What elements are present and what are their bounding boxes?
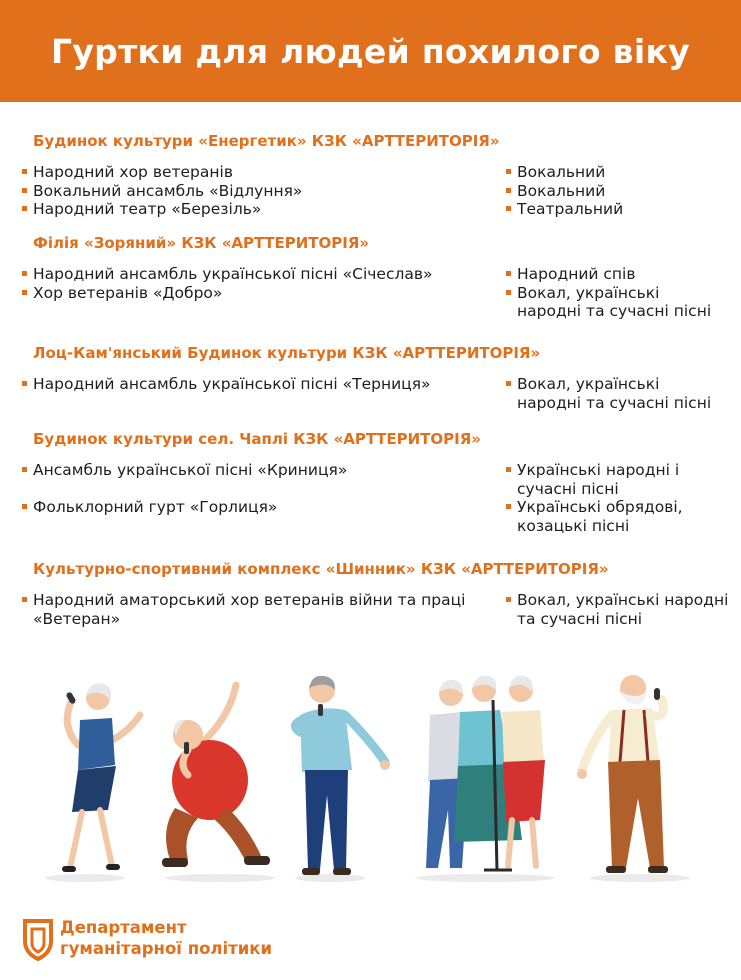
list-item	[33, 200, 723, 219]
singing-seniors-illustration	[0, 670, 741, 885]
list-item	[33, 265, 723, 284]
shield-icon	[22, 917, 54, 961]
club-name: Ансамбль української пісні «Криниця»	[33, 461, 348, 479]
section-lots-kamianka	[33, 344, 723, 412]
page-title: Гуртки для людей похилого віку	[51, 31, 690, 71]
club-name: Народний хор ветеранів	[33, 163, 233, 181]
singer-man-light-blue-figure	[295, 676, 390, 875]
list-item	[33, 163, 723, 182]
singer-man-red-figure	[162, 685, 270, 867]
singer-woman-blue-figure	[62, 683, 140, 872]
club-name: Фольклорний гурт «Горлиця»	[33, 498, 278, 516]
section-title: Будинок культури «Енергетик» КЗК «АРТТЕРИТОРІЯ»	[33, 132, 500, 150]
club-name: Народний ансамбль української пісні «Січеслав»	[33, 265, 433, 283]
club-genre: Вокальний	[517, 163, 606, 181]
singer-man-suspenders-figure	[577, 675, 668, 873]
club-genre: Українські народні і сучасні пісні	[517, 461, 680, 498]
department-logo	[22, 915, 282, 965]
logo-text: Департамент гуманітарної політики	[60, 918, 273, 958]
club-name: Народний ансамбль української пісні «Терниця»	[33, 375, 431, 393]
list-item	[33, 182, 723, 201]
list-item	[33, 284, 723, 321]
section-title: Будинок культури сел. Чаплі КЗК «АРТТЕРИТОРІЯ»	[33, 430, 481, 448]
singer-group-figure	[426, 676, 545, 870]
club-genre: Вокал, українські народні та сучасні пісні	[517, 375, 712, 412]
club-name: Народний аматорський хор ветеранів війни та праці «Ветеран»	[33, 591, 466, 628]
club-name: Народний театр «Березіль»	[33, 200, 262, 218]
club-genre: Вокальний	[517, 181, 606, 200]
list-item	[33, 591, 729, 628]
list-item	[33, 375, 723, 412]
section-zoriany	[33, 234, 723, 321]
club-genre: Вокал, українські народні та сучасні пісні	[517, 283, 712, 320]
club-name: Вокальний ансамбль «Відлуння»	[33, 181, 303, 200]
section-shynnyk	[33, 560, 729, 628]
section-energetyk	[33, 132, 723, 219]
club-genre: Театральний	[517, 200, 624, 218]
section-title: Культурно-спортивний комплекс «Шинник» КЗК «АРТТЕРИТОРІЯ»	[33, 560, 609, 578]
section-title: Філія «Зоряний» КЗК «АРТТЕРИТОРІЯ»	[33, 234, 370, 252]
club-genre: Народний спів	[517, 265, 636, 283]
section-title: Лоц-Кам'янський Будинок культури КЗК «АРТТЕРИТОРІЯ»	[33, 344, 541, 362]
club-genre: Вокал, українські народні та сучасні пісні	[517, 591, 729, 628]
club-name: Хор ветеранів «Добро»	[33, 283, 223, 302]
list-item	[33, 461, 723, 498]
club-genre: Українські обрядові, козацькі пісні	[517, 498, 683, 535]
section-chapli	[33, 430, 723, 535]
list-item	[33, 498, 723, 535]
title-banner	[0, 0, 741, 102]
